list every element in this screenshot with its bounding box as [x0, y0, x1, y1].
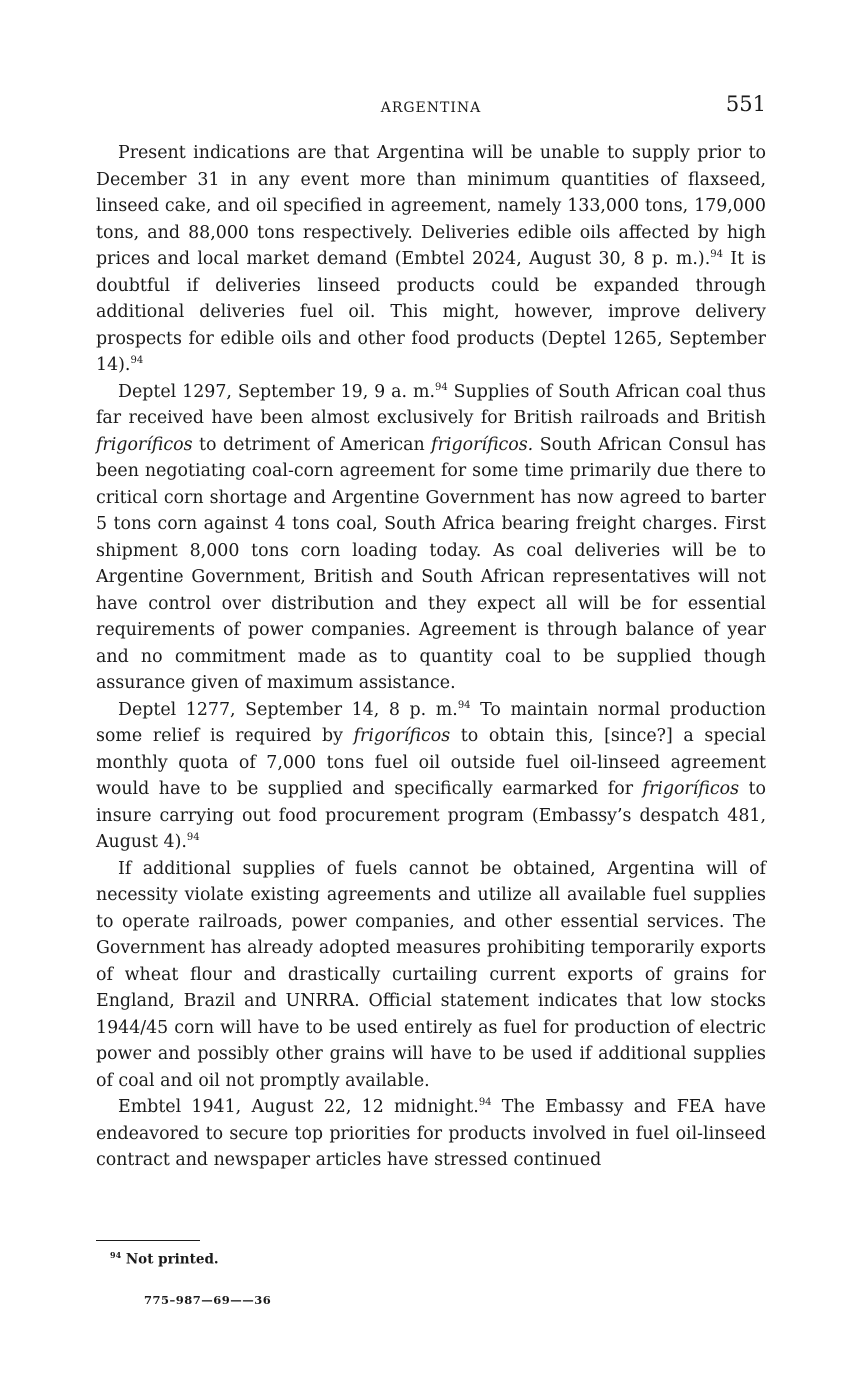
paragraph — [96, 140, 766, 379]
italic-term: frigoríficos — [96, 434, 193, 455]
text-run: To maintain normal production some relief is required by — [96, 699, 766, 746]
text-run: to obtain this, [since?] a special monthly quota of 7,000 tons fuel oil outside fuel oil-linseed agreement would have to be supplied and specifically earmarked for — [96, 726, 766, 799]
footnote-reference: 94 — [710, 249, 723, 261]
text-run: Deptel 1297, September 19, 9 a. m. — [118, 381, 435, 402]
footnote-reference: 94 — [478, 1097, 492, 1109]
text-run: to detriment of American — [192, 434, 432, 455]
footnote-reference: 94 — [435, 381, 448, 393]
italic-term: frigoríficos — [642, 779, 740, 799]
page-number: 551 — [725, 92, 766, 116]
running-head — [96, 92, 766, 122]
print-code: 775–987—69——36 — [144, 1293, 272, 1307]
text-run: It is doubtful if deliveries linseed products could be expanded through additional deliveries fuel oil. This might, however, improve delivery prospects for edible oils and other food products (Deptel 1265, September 14). — [96, 249, 766, 375]
paragraph — [96, 379, 766, 697]
footnote-marker: 94 — [110, 1250, 122, 1260]
body-text — [96, 140, 766, 1174]
italic-term: frigoríficos. — [431, 434, 534, 455]
footnote-text: Not printed. — [125, 1251, 219, 1268]
footnote-divider — [96, 1240, 200, 1241]
footnote — [110, 1250, 219, 1268]
paragraph — [96, 856, 766, 1095]
footnote-reference: 94 — [130, 355, 144, 367]
text-run: Present indications are that Argentina will be unable to supply prior to December 31 in any event more than minimum quantities of flaxseed, linseed cake, and oil specified in agreement, namely 133,000 tons, 179,000 tons, and 88,000 tons respectively. Deliveries edible oils affected by high prices and local market demand (Embtel 2024, August 30, 8 p. m.). — [96, 143, 766, 269]
text-run: South African Consul has been negotiating coal-corn agreement for some time primarily due there to critical corn shortage and Argentine Government has now agreed to barter 5 tons corn against 4 tons coal, South Africa bearing freight charges. First shipment 8,000 tons corn loading today. As coal deliveries will be to Argentine Government, British and South African representatives will not have control over distribution and they expect all will be for essential requirements of power companies. Agreement is through balance of year and no commitment made as to quantity coal to be supplied though assurance given of maximum assistance. — [96, 434, 766, 693]
running-title: ARGENTINA — [380, 100, 482, 116]
text-run: to insure carrying out food procurement program (Embassy’s despatch 481, August 4). — [96, 779, 766, 852]
italic-term: frigoríficos — [353, 726, 451, 746]
text-run: If additional supplies of fuels cannot be obtained, Argentina will of necessity violate existing agreements and utilize all available fuel supplies to operate railroads, power companies, and other essential services. The Government has already adopted measures prohibiting temporarily exports of wheat flour and drastically curtailing current exports of grains for England, Brazil and UNRRA. Official statement indicates that low stocks 1944/45 corn will have to be used entirely as fuel for production of electric power and possibly other grains will have to be used if additional supplies of coal and oil not promptly available. — [96, 858, 766, 1091]
text-run: The Embassy and FEA have endeavored to secure top priorities for products involved in fuel oil-linseed contract and newspaper articles have stressed continued — [96, 1097, 766, 1170]
text-run: Deptel 1277, September 14, 8 p. m. — [118, 699, 458, 720]
footnote-reference: 94 — [186, 832, 200, 844]
text-run: Embtel 1941, August 22, 12 midnight. — [118, 1097, 479, 1117]
text-run: Supplies of South African coal thus far received have been almost exclusively for British railroads and British — [96, 381, 766, 428]
footnote-reference: 94 — [457, 699, 471, 711]
paragraph — [96, 1094, 766, 1174]
paragraph — [96, 697, 766, 856]
